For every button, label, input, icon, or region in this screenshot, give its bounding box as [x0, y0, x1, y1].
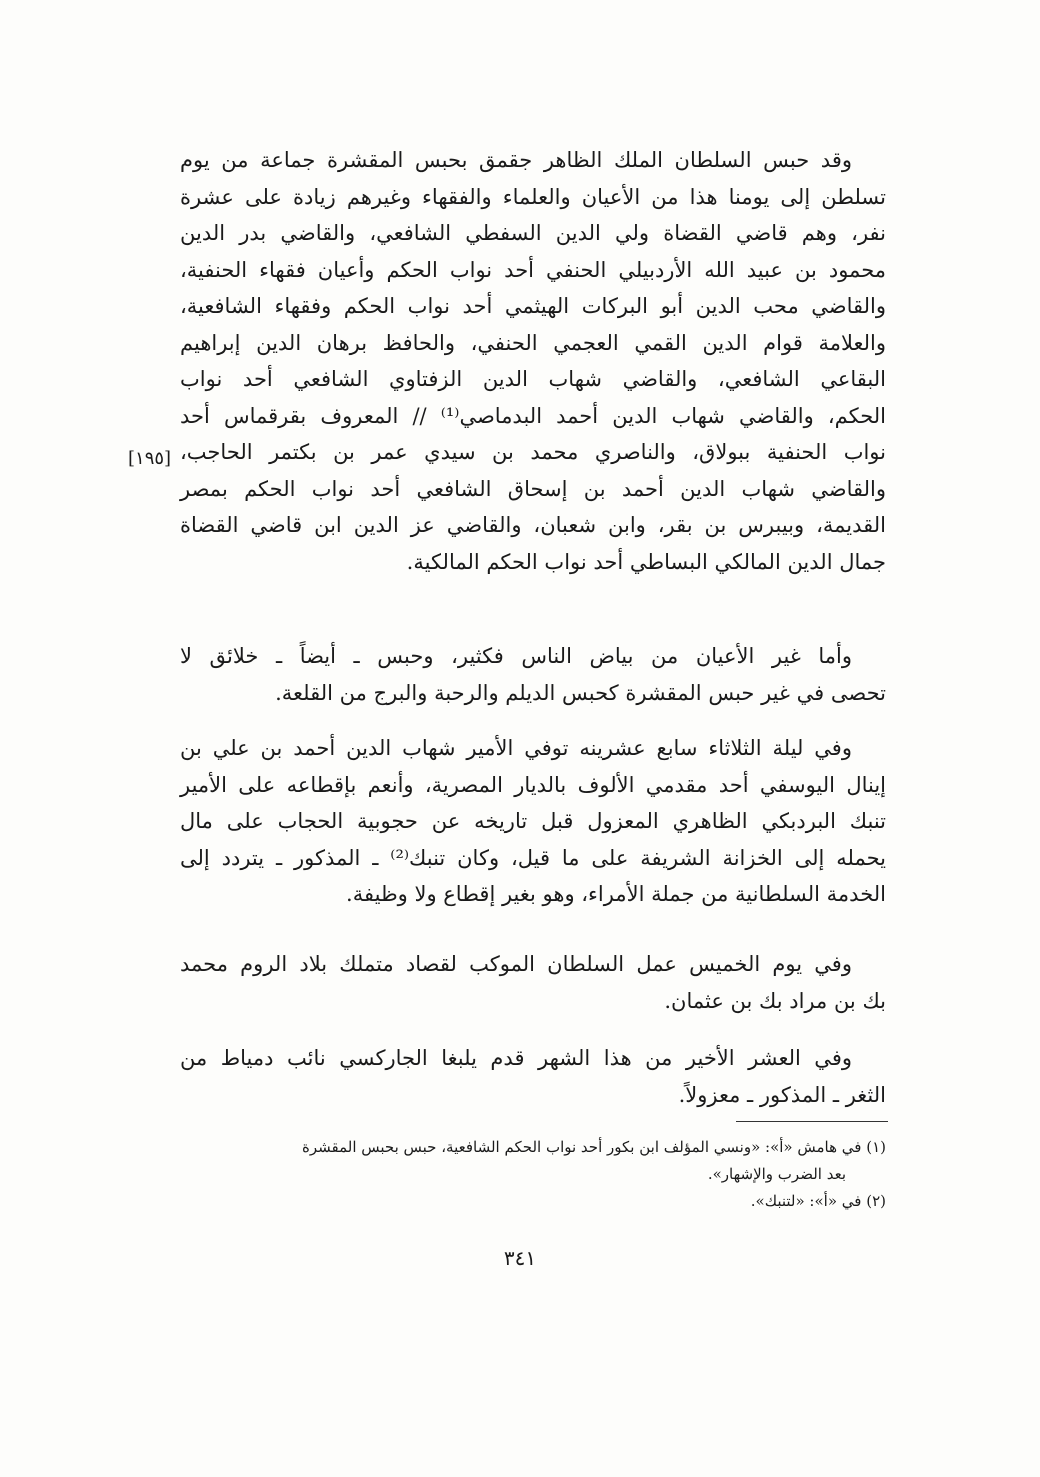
paragraph-procession [180, 946, 886, 1019]
text-line: وفي العشر الأخير من هذا الشهر قدم يلبغا الجاركسي نائب دمياط من [180, 1046, 852, 1070]
text-line: وأما غير الأعيان من بياض الناس فكثير، وحبس ـ أيضاً ـ خلائق لا [180, 644, 852, 668]
text-line: وفي ليلة الثلاثاء سابع عشرينه توفي الأمير شهاب الدين أحمد بن علي بن [180, 736, 852, 760]
text-line: نواب الحنفية ببولاق، والناصري محمد بن سيدي عمر بن بكتمر الحاجب، [180, 440, 886, 464]
paragraph-others [180, 638, 886, 711]
footnote-1: (١) في هامش «أ»: «ونسي المؤلف ابن بكور أحد نواب الحكم الشافعية، حبس بحبس المقشرة [301, 1138, 886, 1156]
footnote-divider [736, 1121, 888, 1122]
text-line: بك بن مراد بك بن عثمان. [664, 988, 886, 1013]
text-line: يحمله إلى الخزانة الشريفة على ما قيل، وكان تنبك⁽²⁾ ـ المذكور ـ يتردد إلى [180, 845, 886, 870]
text-line: محمود بن عبيد الله الأردبيلي الحنفي أحد نواب الحكم وأعيان فقهاء الحنفية، [180, 257, 886, 282]
text-line: تحصى في غير حبس المقشرة كحبس الديلم والرحبة والبرج من القلعة. [275, 680, 886, 705]
page-number: ٣٤١ [503, 1246, 537, 1270]
text-line: والعلامة قوام الدين القمي العجمي الحنفي، والحافظ برهان الدين إبراهيم [180, 330, 886, 355]
footnotes [180, 1134, 886, 1215]
text-line: نفر، وهم قاضي القضاة ولي الدين السفطي الشافعي، والقاضي بدر الدين [180, 221, 886, 245]
paragraph-arrival [180, 1040, 886, 1113]
paragraph-death-notice [180, 730, 886, 913]
text-line: وقد حبس السلطان الملك الظاهر جقمق بحبس المقشرة جماعة من يوم [180, 148, 852, 172]
text-line: تنبك البردبكي الظاهري المعزول قبل تاريخه عن حجوبية الحجاب على مال [180, 809, 886, 833]
text-line: والقاضي محب الدين أبو البركات الهيثمي أحد نواب الحكم وفقهاء الشافعية، [180, 294, 886, 318]
text-line: الحكم، والقاضي شهاب الدين أحمد البدماصي⁽¹⁾ // المعروف بقرقماس أحد [180, 403, 886, 428]
text-line: جمال الدين المالكي البساطي أحد نواب الحكم المالكية. [406, 549, 886, 574]
text-line: البقاعي الشافعي، والقاضي شهاب الدين الزفتاوي الشافعي أحد نواب [180, 367, 886, 391]
paragraph-imprisonment [180, 142, 886, 580]
folio-marker: [١٩٥] [128, 448, 172, 469]
footnote-1-continuation: بعد الضرب والإشهار». [707, 1165, 846, 1183]
text-line: إينال اليوسفي أحد مقدمي الألوف بالديار المصرية، وأنعم بإقطاعه على الأمير [180, 772, 886, 797]
text-line: تسلطن إلى يومنا هذا من الأعيان والعلماء والفقهاء وغيرهم زيادة على عشرة [180, 184, 886, 209]
text-line: الثغر ـ المذكور ـ معزولاً. [678, 1082, 886, 1107]
text-line: والقاضي شهاب الدين أحمد بن إسحاق الشافعي أحد نواب الحكم بمصر [180, 476, 886, 501]
text-line: وفي يوم الخميس عمل السلطان الموكب لقصاد متملك بلاد الروم محمد [180, 952, 852, 976]
text-line: القديمة، وبيبرس بن بقر، وابن شعبان، والقاضي عز الدين ابن قاضي القضاة [180, 513, 886, 537]
footnote-2: (٢) في «أ»: «لتنبك». [750, 1192, 886, 1210]
text-line: الخدمة السلطانية من جملة الأمراء، وهو بغير إقطاع ولا وظيفة. [346, 882, 886, 906]
